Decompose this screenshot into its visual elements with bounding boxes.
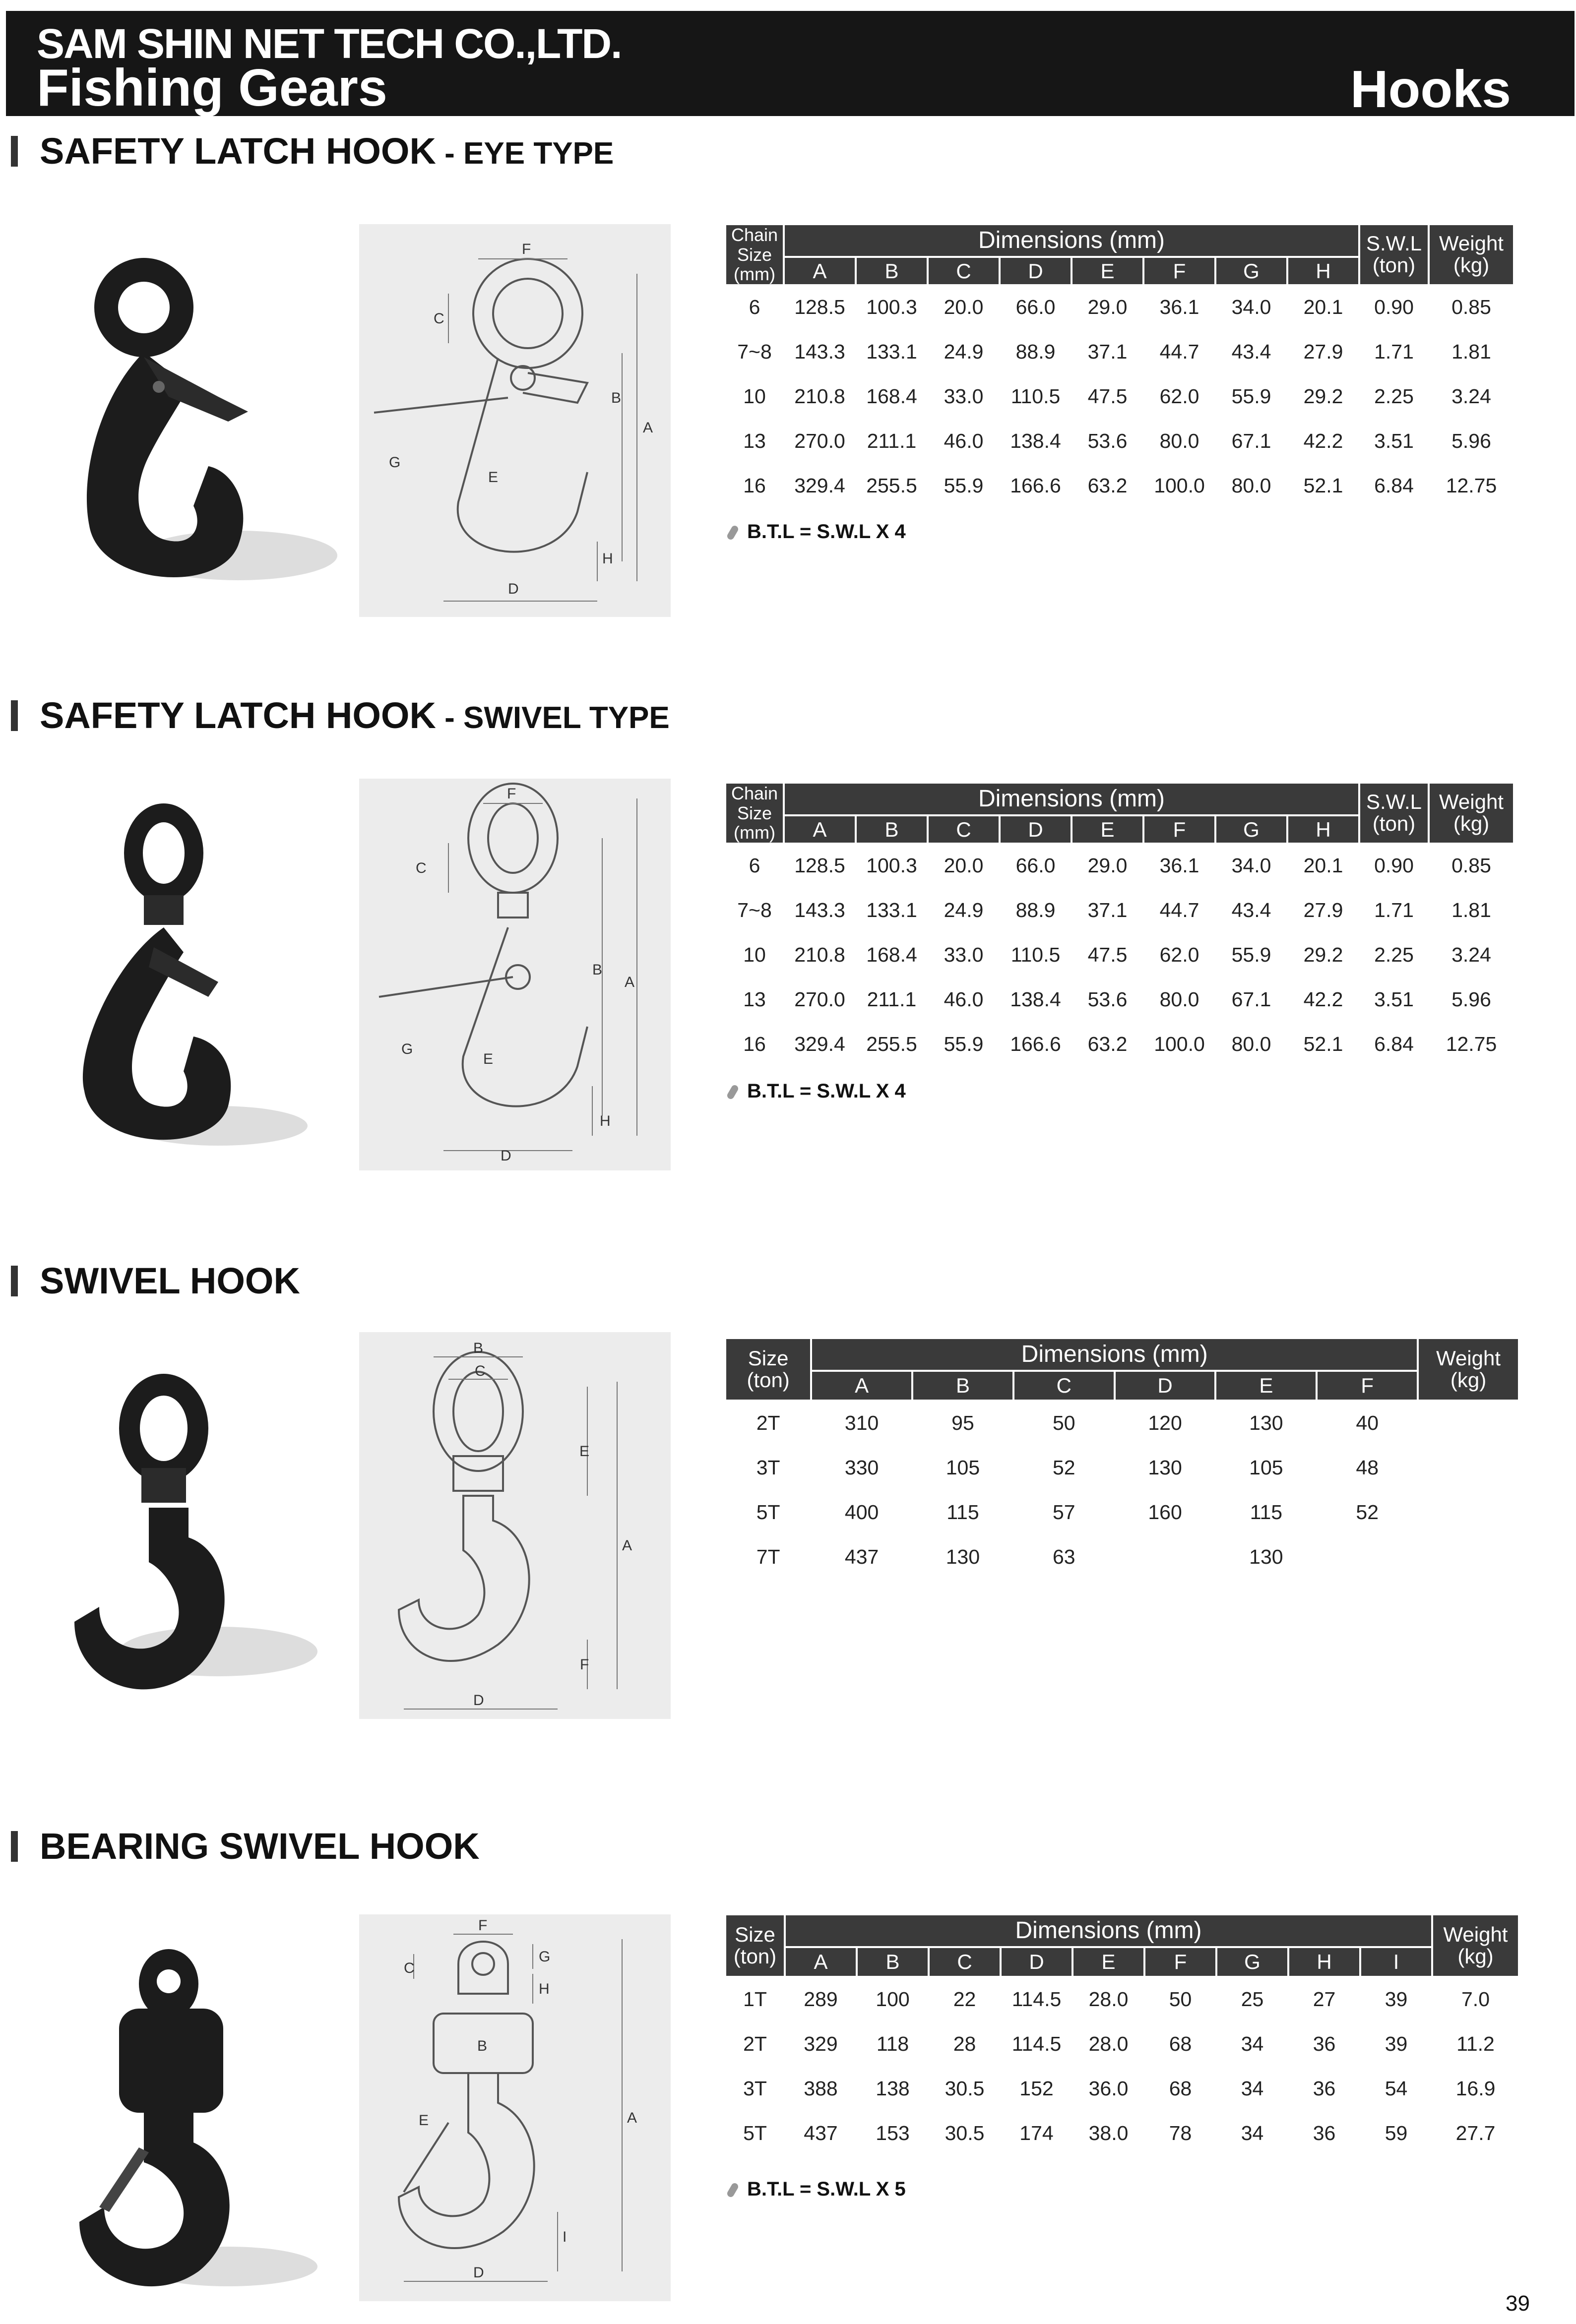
table-row: 7~8 143.3 133.1 24.9 88.9 37.1 44.7 43.4 27.9 1.71 1.81 [737,899,1491,922]
svg-text:A: A [625,974,635,990]
svg-text:G: G [401,1041,413,1057]
table-row: 7T 437 130 63 130 [756,1545,1283,1568]
company-name: SAM SHIN NET TECH CO.,LTD. [37,20,622,67]
svg-text:E: E [419,2112,429,2129]
svg-text:H: H [600,1113,611,1129]
table-row: 7~8 143.3 133.1 24.9 88.9 37.1 44.7 43.4 27.9 1.71 1.81 [737,340,1491,364]
table-row: 13 270.0 211.1 46.0 138.4 53.6 80.0 67.1 42.2 3.51 5.96 [743,988,1491,1011]
bearing-swivel-spec-table: Size (ton) Dimensions (mm) Weight (kg) A B C D E F G H I 1T 289 100 22 114.5 28.0 50 25 27 39 7.0 2T 329 118 28 114.5 28.0 68 34 36 39 11.2 3T 388 138 30.5 152 36.0 68 34 36 54 16.9 5T 437 153 30.5 174 38.0 78 34 36 59 27.7 [725,1914,1519,2155]
svg-text:B: B [473,1340,484,1356]
svg-text:G: G [389,454,401,471]
category-title: Fishing Gears [37,59,387,117]
section-title-swivel-hook: SWIVEL HOOK [11,1260,300,1302]
svg-text:F: F [507,786,516,802]
svg-text:I: I [563,2229,567,2245]
table-row: 5T 437 153 30.5 174 38.0 78 34 36 59 27.7 [743,2121,1496,2144]
section-title: Hooks [1350,60,1511,119]
swivel-hook-spec-table: Size (ton) Dimensions (mm) Weight (kg) A B C D E F 2T 310 95 50 120 130 40 3T 330 105 52 130 105 48 5T 400 115 57 160 115 52 7T 437 130 63 130 [725,1338,1519,1579]
btl-note: B.T.L = S.W.L X 4 [729,521,906,543]
bearing-swivel-hook-diagram [359,1914,671,2301]
swivel-hook-photo [69,1374,327,1711]
svg-text:C: C [434,310,444,327]
table-row: 5T 400 115 57 160 115 52 [756,1500,1379,1524]
section-title-eye-type: SAFETY LATCH HOOK - EYE TYPE [11,130,614,172]
svg-text:E: E [579,1443,590,1460]
svg-text:D: D [473,2264,484,2281]
svg-text:B: B [592,962,603,978]
table-row: 3T 330 105 52 130 105 48 [756,1456,1379,1479]
svg-text:E: E [488,469,499,486]
page-header [6,11,1575,119]
svg-text:B: B [477,2038,488,2054]
eye-type-hook-diagram [359,224,671,617]
table-row: 13 270.0 211.1 46.0 138.4 53.6 80.0 67.1 42.2 3.51 5.96 [743,429,1491,453]
svg-text:C: C [404,1960,415,1976]
svg-text:A: A [627,2110,637,2126]
eye-type-spec-table: Chain Size (mm) Dimensions (mm) S.W.L (ton) Weight (kg) A B C D E F G H 6 128.5 100.3 20.0 66.0 29.0 36.1 34.0 20.1 0.90 0.85 7~8 143.3 133.1 24.9 88.9 37.1 44.7 43.4 27.9 1.71 1.81 10 210.8 168.4 33.0 110.5 47.5 62.0 55.9 29.2 2.25 3.24 13 270.0 211.1 46.0 138.4 53.6 80.0 67.1 42.2 3.51 5.96 16 329.4 255.5 55.9 166.6 63.2 100.0 80.0 52.1 6.84 12.75 [725,224,1514,508]
swivel-type-spec-table: Chain Size (mm) Dimensions (mm) S.W.L (ton) Weight (kg) A B C D E F G H 6 128.5 100.3 20.0 66.0 29.0 36.1 34.0 20.1 0.90 0.85 7~8 143.3 133.1 24.9 88.9 37.1 44.7 43.4 27.9 1.71 1.81 10 210.8 168.4 33.0 110.5 47.5 62.0 55.9 29.2 2.25 3.24 13 270.0 211.1 46.0 138.4 53.6 80.0 67.1 42.2 3.51 5.96 16 329.4 255.5 55.9 166.6 63.2 100.0 80.0 52.1 6.84 12.75 [725,783,1514,1067]
svg-text:C: C [416,860,427,876]
svg-text:F: F [478,1917,488,1934]
svg-text:A: A [622,1537,632,1554]
table-row: 6 128.5 100.3 20.0 66.0 29.0 36.1 34.0 20.1 0.90 0.85 [749,854,1491,877]
svg-text:F: F [580,1656,589,1673]
eye-type-hook-photo [69,248,337,605]
table-row: 16 329.4 255.5 55.9 166.6 63.2 100.0 80.0 52.1 6.84 12.75 [743,1033,1497,1056]
page-number: 39 [1506,2291,1530,2316]
svg-text:D: D [501,1148,511,1164]
table-row: 2T 310 95 50 120 130 40 [756,1411,1379,1434]
section-title-swivel-type: SAFETY LATCH HOOK - SWIVEL TYPE [11,694,670,736]
table-row: 16 329.4 255.5 55.9 166.6 63.2 100.0 80.0 52.1 6.84 12.75 [743,474,1497,497]
swivel-type-hook-diagram [359,779,671,1170]
svg-text:B: B [611,390,622,406]
svg-text:G: G [539,1949,551,1965]
table-row: 2T 329 118 28 114.5 28.0 68 34 36 39 11.2 [743,2032,1495,2055]
bearing-swivel-hook-photo [69,1944,327,2301]
table-row: 3T 388 138 30.5 152 36.0 68 34 36 54 16.9 [743,2077,1496,2100]
table-row: 10 210.8 168.4 33.0 110.5 47.5 62.0 55.9 29.2 2.25 3.24 [743,385,1491,408]
btl-note: B.T.L = S.W.L X 4 [729,1080,906,1102]
svg-text:E: E [483,1051,494,1067]
swivel-type-hook-photo [69,803,327,1161]
svg-text:F: F [522,241,531,257]
svg-text:C: C [475,1363,486,1379]
svg-text:H: H [602,550,613,567]
table-row: 6 128.5 100.3 20.0 66.0 29.0 36.1 34.0 20.1 0.90 0.85 [749,296,1491,319]
swivel-hook-diagram [359,1332,671,1719]
svg-text:D: D [508,581,519,597]
btl-note: B.T.L = S.W.L X 5 [729,2178,906,2201]
table-row: 10 210.8 168.4 33.0 110.5 47.5 62.0 55.9 29.2 2.25 3.24 [743,943,1491,967]
svg-text:H: H [539,1981,550,1997]
table-row: 1T 289 100 22 114.5 28.0 50 25 27 39 7.0 [743,1987,1490,2011]
svg-text:D: D [473,1692,484,1709]
section-title-bearing-swivel-hook: BEARING SWIVEL HOOK [11,1825,480,1867]
svg-text:A: A [643,420,653,436]
